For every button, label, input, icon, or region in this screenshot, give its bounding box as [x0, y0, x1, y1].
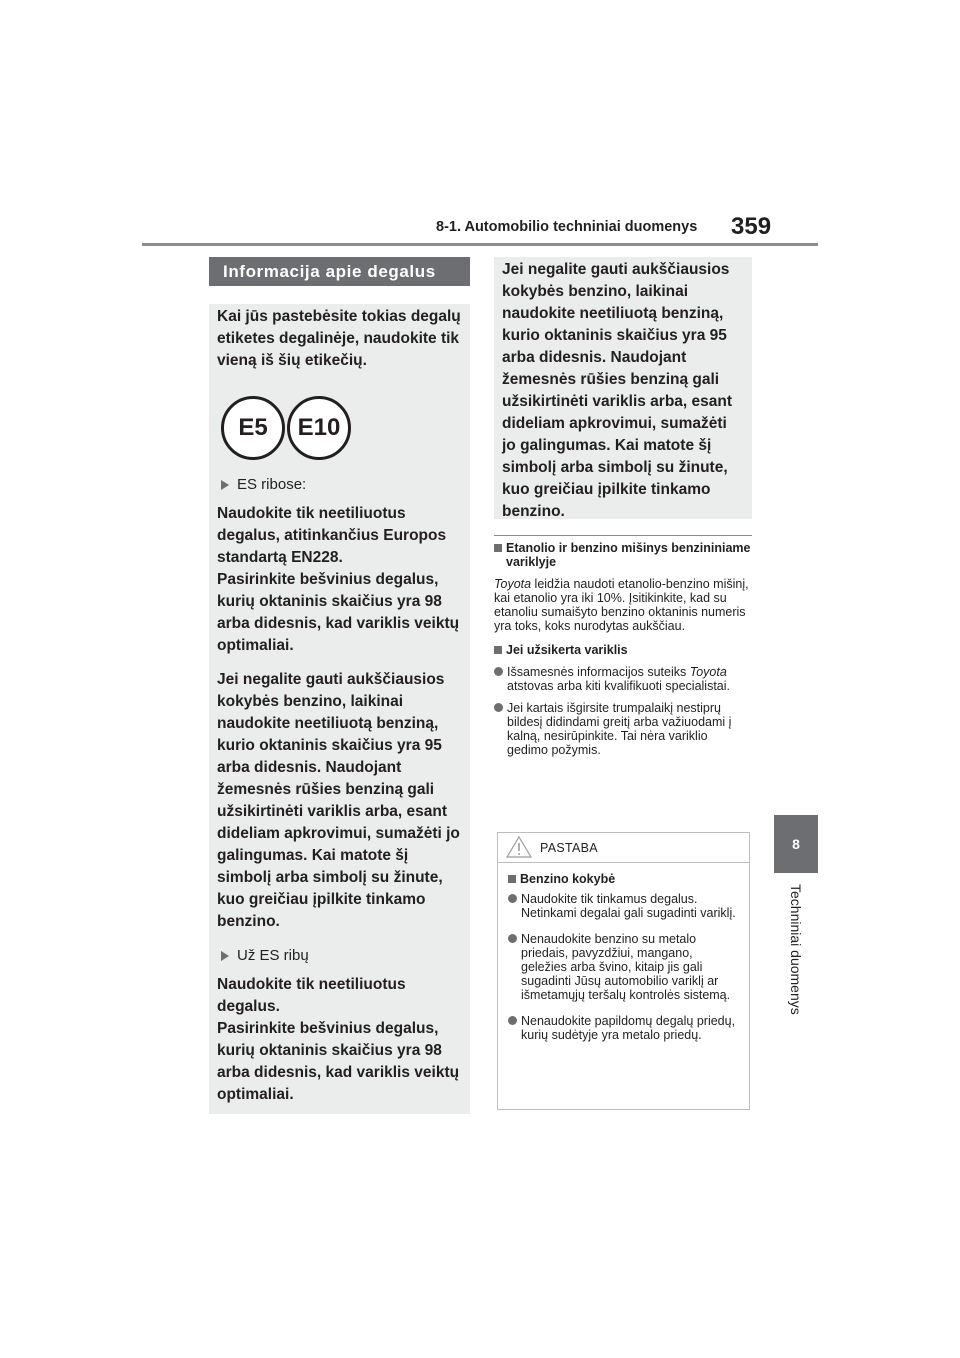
eu-label: ES ribose:: [237, 476, 307, 493]
triangle-bullet-icon: [221, 480, 229, 490]
round-bullet-icon: [508, 1016, 517, 1025]
list-item: [508, 932, 739, 1002]
e10-label-icon: [287, 396, 351, 460]
ethanol-body: leidžia naudoti etanolio-benzino mišinį, kai etanolio yra iki 10%. Įsitikinkite, kad su etanoliu sumaišyto benzino oktaninis numeris yra toks, koks nurodytas aukščiau.: [494, 577, 749, 633]
round-bullet-icon: [508, 894, 517, 903]
fuel-labels: [217, 382, 462, 466]
e5-label-text: E5: [238, 414, 268, 441]
round-bullet-icon: [508, 934, 517, 943]
knock-bullet-1-pre: Išsamesnės informacijos suteiks: [507, 665, 690, 679]
notice-title: PASTABA: [540, 841, 598, 855]
brand-name: Toyota: [494, 577, 532, 591]
non-eu-paragraph-1: Naudokite tik neetiliuotus degalus.: [217, 976, 406, 1015]
brand-name: Toyota: [689, 665, 727, 679]
e10-label-text: E10: [297, 414, 341, 441]
knock-bullet-1-post: atstovas arba kiti kvalifikuoti specialistai.: [507, 679, 731, 693]
square-bullet-icon: [494, 646, 502, 654]
notice-heading: [508, 872, 739, 886]
eu-subheading: [217, 476, 462, 493]
list-item: [494, 701, 752, 757]
square-bullet-icon: [494, 544, 502, 552]
section-heading: Informacija apie degalus: [209, 257, 470, 286]
eu-paragraph-2: Pasirinkite bešvinius degalus, kurių oktaninis skaičius yra 98 arba didesnis, kad variklis veiktų optimaliai.: [217, 571, 460, 654]
notice-body: [498, 863, 749, 1042]
knock-bullet-2: Jei kartais išgirsite trumpalaikį nestiprų bildesį didindami greitį arba važiuodami į kalną, nesirūpinkite. Tai nėra variklio gedimo požymis.: [507, 701, 732, 757]
eu-paragraph-3: Jei negalite gauti aukščiausios kokybės benzino, laikinai naudokite neetiliuotą benziną, kurio oktaninis skaičius yra 95 arba didesnis. Naudojant žemesnės rūšies benziną gali užsikirtinėti variklis arba, esant dideliam apkrovimui, sumažėti jo galingumas. Kai matote šį simbolį arba simbolį su žinute, kuo greičiau įpilkite tinkamo benzino.: [217, 671, 460, 930]
e5-label-icon: [221, 396, 285, 460]
knock-heading-text: Jei užsikerta variklis: [506, 643, 628, 657]
warning-icon: [506, 836, 532, 858]
chapter-label-text: Techniniai duomenys: [788, 884, 804, 1015]
ethanol-heading: [494, 541, 752, 569]
non-eu-label: Už ES ribų: [237, 947, 309, 964]
page-number: 359: [731, 213, 772, 240]
square-bullet-icon: [508, 875, 516, 883]
section-title: 8-1. Automobilio techniniai duomenys: [436, 219, 698, 235]
notice-heading-text: Benzino kokybė: [520, 872, 616, 886]
notice-bullet-1: Naudokite tik tinkamus degalus. Netinkami degalai gali sugadinti variklį.: [521, 892, 736, 920]
notice-header: [498, 833, 749, 863]
intro-text: Kai jūs pastebėsite tokias degalų etiketes degalinėje, naudokite tik vieną iš šių etikečių.: [217, 308, 461, 369]
divider: [494, 535, 752, 536]
left-column: [209, 257, 470, 1114]
eu-paragraph-1: Naudokite tik neetiliuotus degalus, atitinkančius Europos standartą EN228.: [217, 505, 447, 566]
knock-bullet-1: [507, 665, 752, 693]
round-bullet-icon: [494, 703, 503, 712]
knock-heading: [494, 643, 752, 657]
notice-bullet-3: Nenaudokite papildomų degalų priedų, kurių sudėtyje yra metalo priedų.: [521, 1014, 736, 1042]
ethanol-heading-text: Etanolio ir benzino mišinys benzininiame variklyje: [506, 541, 751, 569]
list-item: [494, 665, 752, 693]
notice-box: [497, 832, 750, 1110]
fuel-info-box-continued: [494, 257, 752, 519]
right-column: [494, 257, 752, 757]
header-rule: [142, 243, 818, 246]
triangle-bullet-icon: [221, 951, 229, 961]
fuel-info-box: [209, 304, 470, 1114]
continued-text: Jei negalite gauti aukščiausios kokybės benzino, laikinai naudokite neetiliuotą benziną, kurio oktaninis skaičius yra 95 arba didesnis. Naudojant žemesnės rūšies benziną gali užsikirtinėti variklis arba, esant dideliam apkrovimui, sumažėti jo galingumas. Kai matote šį simbolį arba simbolį su žinute, kuo greičiau įpilkite tinkamo benzino.: [502, 261, 733, 520]
chapter-label: [781, 884, 811, 1034]
non-eu-paragraph-2: Pasirinkite bešvinius degalus, kurių oktaninis skaičius yra 98 arba didesnis, kad variklis veiktų optimaliai.: [217, 1020, 460, 1103]
chapter-tab[interactable]: 8: [774, 815, 818, 873]
list-item: [508, 892, 739, 920]
round-bullet-icon: [494, 667, 503, 676]
ethanol-text: [494, 577, 752, 633]
list-item: [508, 1014, 739, 1042]
notice-bullet-2: Nenaudokite benzino su metalo priedais, pavyzdžiui, mangano, geležies arba švino, kitaip jis gali sugadinti Jūsų automobilio variklį ar išmetamųjų teršalų kontrolės sistemą.: [521, 932, 731, 1002]
non-eu-subheading: [217, 947, 462, 964]
